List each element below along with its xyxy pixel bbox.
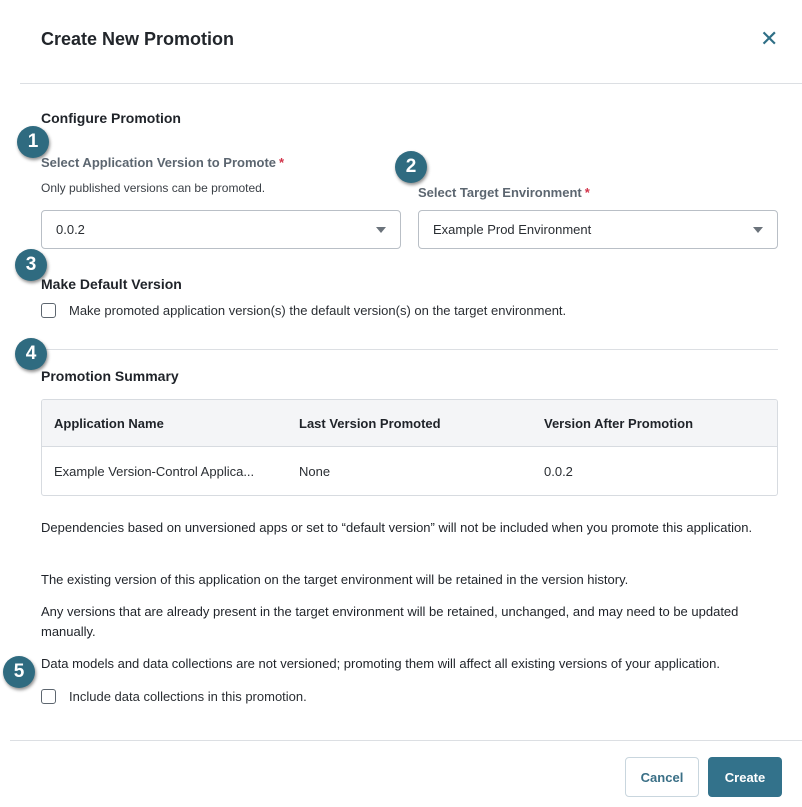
- create-button[interactable]: Create: [708, 757, 782, 797]
- column-header: Version After Promotion: [544, 415, 694, 431]
- chevron-down-icon: [753, 227, 763, 233]
- note-dependencies: Dependencies based on unversioned apps or set to “default version” will not be included when you promote this application.: [41, 520, 753, 535]
- summary-heading: Promotion Summary: [41, 368, 179, 384]
- configure-heading: Configure Promotion: [41, 110, 181, 126]
- cell-app-name: Example Version-Control Applica...: [54, 463, 255, 479]
- default-version-checkbox[interactable]: [41, 303, 56, 318]
- header-divider: [20, 83, 802, 84]
- close-icon[interactable]: ✕: [760, 26, 779, 51]
- version-label: Select Application Version to Promote *: [41, 155, 285, 170]
- step-badge-3: 3: [15, 249, 47, 281]
- summary-table: [41, 399, 778, 496]
- dialog-title: Create New Promotion: [41, 29, 235, 49]
- default-version-row[interactable]: Make promoted application version(s) the default version(s) on the target environment.: [41, 303, 566, 318]
- cell-new-version: 0.0.2: [544, 463, 573, 479]
- step-badge-5: 5: [3, 656, 35, 688]
- footer-divider: [10, 740, 802, 741]
- note-data-models: Data models and data collections are not versioned; promoting them will affect all existing versions of your application.: [41, 656, 721, 671]
- environment-label: Select Target Environment *: [418, 185, 590, 200]
- chevron-down-icon: [376, 227, 386, 233]
- default-version-heading: Make Default Version: [41, 276, 182, 292]
- column-header: Application Name: [54, 415, 164, 431]
- environment-select[interactable]: Example Prod Environment: [418, 210, 778, 249]
- data-collections-row[interactable]: Include data collections in this promotion.: [41, 689, 307, 704]
- table-header: [42, 400, 777, 447]
- step-badge-4: 4: [15, 338, 47, 370]
- version-help: Only published versions can be promoted.: [41, 181, 266, 195]
- column-header: Last Version Promoted: [299, 415, 441, 431]
- version-select[interactable]: 0.0.2: [41, 210, 401, 249]
- table-row: [42, 447, 777, 495]
- section-divider: [41, 349, 778, 350]
- cancel-button[interactable]: Cancel: [625, 757, 699, 797]
- note-present-versions: Any versions that are already present in the target environment will be retained, unchanged, and may need to be updated manually.: [41, 604, 739, 639]
- step-badge-1: 1: [17, 126, 49, 158]
- note-existing-version: The existing version of this application on the target environment will be retained in the version history.: [41, 572, 629, 587]
- step-badge-2: 2: [395, 151, 427, 183]
- data-collections-checkbox[interactable]: [41, 689, 56, 704]
- cell-last-version: None: [299, 463, 331, 479]
